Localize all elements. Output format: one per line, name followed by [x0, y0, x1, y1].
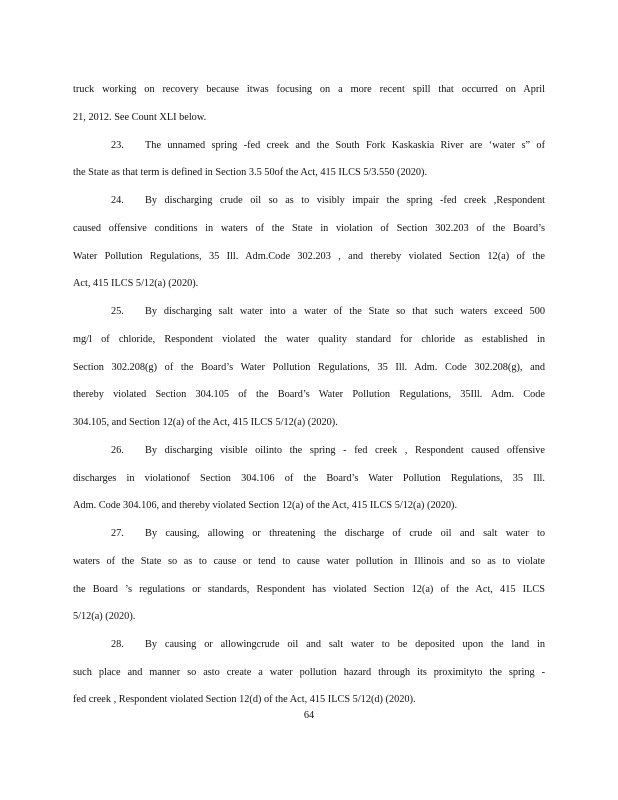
paragraph-number: 25. — [111, 306, 124, 317]
text-line: the State as that term is defined in Section 3.5 50of the Act, 415 ILCS 5/3.550 (2020). — [73, 167, 428, 178]
text-line: such place and manner so asto create a water pollution hazard through its proximityto the spring - — [73, 667, 545, 678]
text-line: Section 302.208(g) of the Board’s Water Pollution Regulations, 35 Ill. Adm. Code 302.208(g), and — [73, 362, 545, 373]
text-line: Water Pollution Regulations, 35 Ill. Adm.Code 302.203 , and thereby violated Section 12(a) of the — [73, 251, 545, 262]
text-line: 21, 2012. See Count XLI below. — [73, 112, 207, 123]
text-line: 5/12(a) (2020). — [73, 611, 136, 622]
paragraph-number: 23. — [111, 140, 124, 151]
text-line: Adm. Code 304.106, and thereby violated Section 12(a) of the Act, 415 ILCS 5/12(a) (2020). — [73, 500, 458, 511]
text-line: By discharging visible oilinto the spring - fed creek , Respondent caused offensive — [145, 445, 545, 456]
text-line: the Board ’s regulations or standards, Respondent has violated Section 12(a) of the Act, 415 ILCS — [73, 584, 545, 595]
text-line: discharges in violationof Section 304.106 of the Board’s Water Pollution Regulations, 35 Ill. — [73, 473, 545, 484]
paragraph-number: 24. — [111, 195, 124, 206]
text-line: By discharging salt water into a water of the State so that such waters exceed 500 — [145, 306, 545, 317]
text-line: truck working on recovery because itwas focusing on a more recent spill that occurred on April — [73, 84, 545, 95]
text-line: mg/l of chloride, Respondent violated the water quality standard for chloride as established in — [73, 334, 545, 345]
text-line: fed creek , Respondent violated Section 12(d) of the Act, 415 ILCS 5/12(d) (2020). — [73, 694, 416, 705]
paragraph-number: 26. — [111, 445, 124, 456]
paragraph-number: 28. — [111, 639, 124, 650]
text-line: By discharging crude oil so as to visibly impair the spring -fed creek ,Respondent — [145, 195, 545, 206]
text-line: The unnamed spring -fed creek and the South Fork Kaskaskia River are ‘water s” of — [145, 140, 545, 151]
text-line: thereby violated Section 304.105 of the Board’s Water Pollution Regulations, 35Ill. Adm. Code — [73, 389, 545, 400]
text-line: Act, 415 ILCS 5/12(a) (2020). — [73, 278, 199, 289]
page-number: 64 — [303, 710, 315, 721]
text-line: 304.105, and Section 12(a) of the Act, 415 ILCS 5/12(a) (2020). — [73, 417, 338, 428]
text-line: By causing, allowing or threatening the discharge of crude oil and salt water to — [145, 528, 545, 539]
text-line: waters of the State so as to cause or tend to cause water pollution in Illinois and so as to violate — [73, 556, 545, 567]
text-line: By causing or allowingcrude oil and salt water to be deposited upon the land in — [145, 639, 545, 650]
paragraph-number: 27. — [111, 528, 124, 539]
text-line: caused offensive conditions in waters of the State in violation of Section 302.203 of the Board’s — [73, 223, 545, 234]
